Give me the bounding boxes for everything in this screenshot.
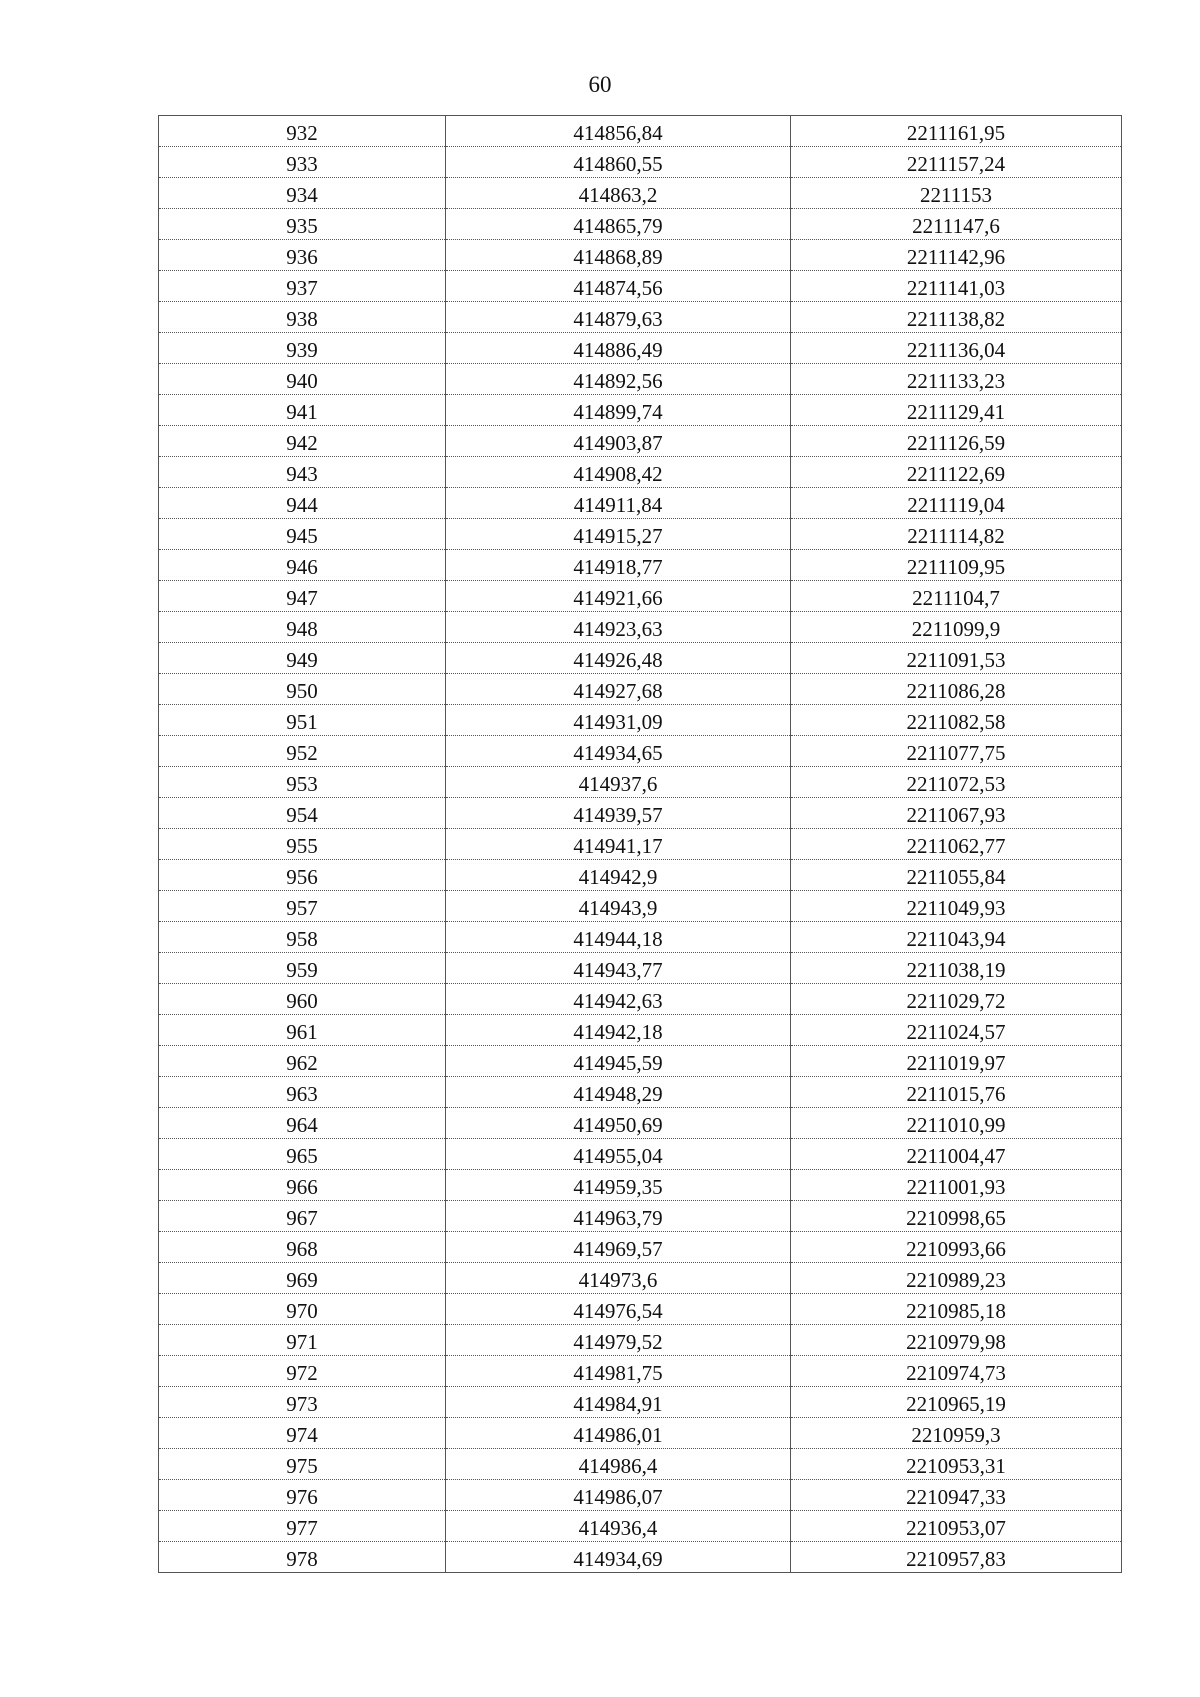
table-row bbox=[159, 209, 1122, 240]
point-number-cell: 952 bbox=[159, 736, 446, 767]
point-number-cell: 951 bbox=[159, 705, 446, 736]
x-coordinate-cell: 414865,79 bbox=[446, 209, 791, 240]
table-row bbox=[159, 395, 1122, 426]
point-number-cell: 953 bbox=[159, 767, 446, 798]
point-number-cell: 970 bbox=[159, 1294, 446, 1325]
table-row bbox=[159, 1201, 1122, 1232]
y-coordinate-cell: 2211109,95 bbox=[791, 550, 1122, 581]
x-coordinate-cell: 414860,55 bbox=[446, 147, 791, 178]
point-number-cell: 934 bbox=[159, 178, 446, 209]
point-number-cell: 962 bbox=[159, 1046, 446, 1077]
y-coordinate-cell: 2210979,98 bbox=[791, 1325, 1122, 1356]
point-number-cell: 949 bbox=[159, 643, 446, 674]
y-coordinate-cell: 2211142,96 bbox=[791, 240, 1122, 271]
y-coordinate-cell: 2211082,58 bbox=[791, 705, 1122, 736]
table-row bbox=[159, 798, 1122, 829]
point-number-cell: 933 bbox=[159, 147, 446, 178]
y-coordinate-cell: 2211086,28 bbox=[791, 674, 1122, 705]
table-row bbox=[159, 550, 1122, 581]
x-coordinate-cell: 414976,54 bbox=[446, 1294, 791, 1325]
y-coordinate-cell: 2211010,99 bbox=[791, 1108, 1122, 1139]
y-coordinate-cell: 2210959,3 bbox=[791, 1418, 1122, 1449]
x-coordinate-cell: 414934,65 bbox=[446, 736, 791, 767]
y-coordinate-cell: 2211055,84 bbox=[791, 860, 1122, 891]
y-coordinate-cell: 2210989,23 bbox=[791, 1263, 1122, 1294]
x-coordinate-cell: 414981,75 bbox=[446, 1356, 791, 1387]
point-number-cell: 955 bbox=[159, 829, 446, 860]
table-row bbox=[159, 736, 1122, 767]
x-coordinate-cell: 414931,09 bbox=[446, 705, 791, 736]
y-coordinate-cell: 2210957,83 bbox=[791, 1542, 1122, 1573]
point-number-cell: 958 bbox=[159, 922, 446, 953]
table-row bbox=[159, 1511, 1122, 1542]
x-coordinate-cell: 414915,27 bbox=[446, 519, 791, 550]
x-coordinate-cell: 414986,07 bbox=[446, 1480, 791, 1511]
table-row bbox=[159, 984, 1122, 1015]
point-number-cell: 940 bbox=[159, 364, 446, 395]
y-coordinate-cell: 2211072,53 bbox=[791, 767, 1122, 798]
y-coordinate-cell: 2211161,95 bbox=[791, 116, 1122, 147]
y-coordinate-cell: 2211104,7 bbox=[791, 581, 1122, 612]
table-row bbox=[159, 767, 1122, 798]
point-number-cell: 966 bbox=[159, 1170, 446, 1201]
point-number-cell: 976 bbox=[159, 1480, 446, 1511]
table-row bbox=[159, 1232, 1122, 1263]
point-number-cell: 977 bbox=[159, 1511, 446, 1542]
x-coordinate-cell: 414959,35 bbox=[446, 1170, 791, 1201]
y-coordinate-cell: 2211136,04 bbox=[791, 333, 1122, 364]
table-row bbox=[159, 1046, 1122, 1077]
y-coordinate-cell: 2211091,53 bbox=[791, 643, 1122, 674]
x-coordinate-cell: 414943,77 bbox=[446, 953, 791, 984]
table-row bbox=[159, 178, 1122, 209]
point-number-cell: 939 bbox=[159, 333, 446, 364]
x-coordinate-cell: 414973,6 bbox=[446, 1263, 791, 1294]
table-row bbox=[159, 829, 1122, 860]
point-number-cell: 967 bbox=[159, 1201, 446, 1232]
x-coordinate-cell: 414941,17 bbox=[446, 829, 791, 860]
point-number-cell: 936 bbox=[159, 240, 446, 271]
point-number-cell: 941 bbox=[159, 395, 446, 426]
x-coordinate-cell: 414879,63 bbox=[446, 302, 791, 333]
table-row bbox=[159, 1294, 1122, 1325]
x-coordinate-cell: 414911,84 bbox=[446, 488, 791, 519]
x-coordinate-cell: 414874,56 bbox=[446, 271, 791, 302]
table-row bbox=[159, 1542, 1122, 1573]
x-coordinate-cell: 414923,63 bbox=[446, 612, 791, 643]
table-row bbox=[159, 271, 1122, 302]
point-number-cell: 943 bbox=[159, 457, 446, 488]
table-row bbox=[159, 488, 1122, 519]
point-number-cell: 973 bbox=[159, 1387, 446, 1418]
table-row bbox=[159, 643, 1122, 674]
point-number-cell: 932 bbox=[159, 116, 446, 147]
y-coordinate-cell: 2211004,47 bbox=[791, 1139, 1122, 1170]
x-coordinate-cell: 414948,29 bbox=[446, 1077, 791, 1108]
table-body bbox=[159, 116, 1122, 1573]
table-row bbox=[159, 581, 1122, 612]
x-coordinate-cell: 414969,57 bbox=[446, 1232, 791, 1263]
point-number-cell: 974 bbox=[159, 1418, 446, 1449]
x-coordinate-cell: 414908,42 bbox=[446, 457, 791, 488]
x-coordinate-cell: 414921,66 bbox=[446, 581, 791, 612]
x-coordinate-cell: 414918,77 bbox=[446, 550, 791, 581]
y-coordinate-cell: 2211019,97 bbox=[791, 1046, 1122, 1077]
point-number-cell: 965 bbox=[159, 1139, 446, 1170]
y-coordinate-cell: 2211141,03 bbox=[791, 271, 1122, 302]
y-coordinate-cell: 2211029,72 bbox=[791, 984, 1122, 1015]
table-row bbox=[159, 333, 1122, 364]
table-row bbox=[159, 1015, 1122, 1046]
y-coordinate-cell: 2210953,07 bbox=[791, 1511, 1122, 1542]
x-coordinate-cell: 414963,79 bbox=[446, 1201, 791, 1232]
point-number-cell: 968 bbox=[159, 1232, 446, 1263]
x-coordinate-cell: 414950,69 bbox=[446, 1108, 791, 1139]
x-coordinate-cell: 414955,04 bbox=[446, 1139, 791, 1170]
x-coordinate-cell: 414984,91 bbox=[446, 1387, 791, 1418]
y-coordinate-cell: 2211133,23 bbox=[791, 364, 1122, 395]
y-coordinate-cell: 2211067,93 bbox=[791, 798, 1122, 829]
y-coordinate-cell: 2210953,31 bbox=[791, 1449, 1122, 1480]
table-row bbox=[159, 457, 1122, 488]
table-row bbox=[159, 519, 1122, 550]
table-row bbox=[159, 1108, 1122, 1139]
x-coordinate-cell: 414979,52 bbox=[446, 1325, 791, 1356]
x-coordinate-cell: 414936,4 bbox=[446, 1511, 791, 1542]
x-coordinate-cell: 414868,89 bbox=[446, 240, 791, 271]
point-number-cell: 960 bbox=[159, 984, 446, 1015]
point-number-cell: 935 bbox=[159, 209, 446, 240]
point-number-cell: 937 bbox=[159, 271, 446, 302]
table-row bbox=[159, 1449, 1122, 1480]
table-row bbox=[159, 674, 1122, 705]
x-coordinate-cell: 414926,48 bbox=[446, 643, 791, 674]
point-number-cell: 957 bbox=[159, 891, 446, 922]
page-number: 60 bbox=[588, 72, 612, 97]
table-row bbox=[159, 612, 1122, 643]
coordinates-table bbox=[158, 115, 1122, 1573]
table-row bbox=[159, 1325, 1122, 1356]
y-coordinate-cell: 2211147,6 bbox=[791, 209, 1122, 240]
y-coordinate-cell: 2211024,57 bbox=[791, 1015, 1122, 1046]
x-coordinate-cell: 414986,4 bbox=[446, 1449, 791, 1480]
point-number-cell: 950 bbox=[159, 674, 446, 705]
point-number-cell: 978 bbox=[159, 1542, 446, 1573]
point-number-cell: 944 bbox=[159, 488, 446, 519]
x-coordinate-cell: 414934,69 bbox=[446, 1542, 791, 1573]
x-coordinate-cell: 414937,6 bbox=[446, 767, 791, 798]
y-coordinate-cell: 2211062,77 bbox=[791, 829, 1122, 860]
table-row bbox=[159, 302, 1122, 333]
table-row bbox=[159, 922, 1122, 953]
x-coordinate-cell: 414942,63 bbox=[446, 984, 791, 1015]
point-number-cell: 959 bbox=[159, 953, 446, 984]
x-coordinate-cell: 414944,18 bbox=[446, 922, 791, 953]
table-row bbox=[159, 1387, 1122, 1418]
point-number-cell: 938 bbox=[159, 302, 446, 333]
y-coordinate-cell: 2211043,94 bbox=[791, 922, 1122, 953]
table-row bbox=[159, 1139, 1122, 1170]
y-coordinate-cell: 2210974,73 bbox=[791, 1356, 1122, 1387]
point-number-cell: 961 bbox=[159, 1015, 446, 1046]
x-coordinate-cell: 414939,57 bbox=[446, 798, 791, 829]
y-coordinate-cell: 2211001,93 bbox=[791, 1170, 1122, 1201]
x-coordinate-cell: 414942,9 bbox=[446, 860, 791, 891]
y-coordinate-cell: 2210985,18 bbox=[791, 1294, 1122, 1325]
y-coordinate-cell: 2211015,76 bbox=[791, 1077, 1122, 1108]
y-coordinate-cell: 2211157,24 bbox=[791, 147, 1122, 178]
y-coordinate-cell: 2210965,19 bbox=[791, 1387, 1122, 1418]
x-coordinate-cell: 414899,74 bbox=[446, 395, 791, 426]
x-coordinate-cell: 414945,59 bbox=[446, 1046, 791, 1077]
point-number-cell: 954 bbox=[159, 798, 446, 829]
y-coordinate-cell: 2210998,65 bbox=[791, 1201, 1122, 1232]
y-coordinate-cell: 2211038,19 bbox=[791, 953, 1122, 984]
y-coordinate-cell: 2211126,59 bbox=[791, 426, 1122, 457]
table-row bbox=[159, 1418, 1122, 1449]
table-row bbox=[159, 240, 1122, 271]
y-coordinate-cell: 2211049,93 bbox=[791, 891, 1122, 922]
x-coordinate-cell: 414856,84 bbox=[446, 116, 791, 147]
y-coordinate-cell: 2211099,9 bbox=[791, 612, 1122, 643]
table-row bbox=[159, 953, 1122, 984]
x-coordinate-cell: 414892,56 bbox=[446, 364, 791, 395]
point-number-cell: 942 bbox=[159, 426, 446, 457]
table-row bbox=[159, 364, 1122, 395]
y-coordinate-cell: 2211119,04 bbox=[791, 488, 1122, 519]
table-row bbox=[159, 860, 1122, 891]
x-coordinate-cell: 414942,18 bbox=[446, 1015, 791, 1046]
table-row bbox=[159, 147, 1122, 178]
x-coordinate-cell: 414863,2 bbox=[446, 178, 791, 209]
point-number-cell: 945 bbox=[159, 519, 446, 550]
point-number-cell: 956 bbox=[159, 860, 446, 891]
x-coordinate-cell: 414986,01 bbox=[446, 1418, 791, 1449]
x-coordinate-cell: 414927,68 bbox=[446, 674, 791, 705]
table-row bbox=[159, 891, 1122, 922]
point-number-cell: 972 bbox=[159, 1356, 446, 1387]
table-row bbox=[159, 1480, 1122, 1511]
x-coordinate-cell: 414886,49 bbox=[446, 333, 791, 364]
point-number-cell: 948 bbox=[159, 612, 446, 643]
y-coordinate-cell: 2211153 bbox=[791, 178, 1122, 209]
table-row bbox=[159, 1356, 1122, 1387]
point-number-cell: 963 bbox=[159, 1077, 446, 1108]
table-row bbox=[159, 1263, 1122, 1294]
point-number-cell: 947 bbox=[159, 581, 446, 612]
x-coordinate-cell: 414903,87 bbox=[446, 426, 791, 457]
table-row bbox=[159, 1170, 1122, 1201]
table-row bbox=[159, 426, 1122, 457]
table-row bbox=[159, 116, 1122, 147]
y-coordinate-cell: 2211129,41 bbox=[791, 395, 1122, 426]
y-coordinate-cell: 2211114,82 bbox=[791, 519, 1122, 550]
y-coordinate-cell: 2211122,69 bbox=[791, 457, 1122, 488]
point-number-cell: 964 bbox=[159, 1108, 446, 1139]
point-number-cell: 975 bbox=[159, 1449, 446, 1480]
point-number-cell: 969 bbox=[159, 1263, 446, 1294]
table-row bbox=[159, 705, 1122, 736]
y-coordinate-cell: 2210993,66 bbox=[791, 1232, 1122, 1263]
y-coordinate-cell: 2211077,75 bbox=[791, 736, 1122, 767]
point-number-cell: 946 bbox=[159, 550, 446, 581]
x-coordinate-cell: 414943,9 bbox=[446, 891, 791, 922]
point-number-cell: 971 bbox=[159, 1325, 446, 1356]
y-coordinate-cell: 2210947,33 bbox=[791, 1480, 1122, 1511]
y-coordinate-cell: 2211138,82 bbox=[791, 302, 1122, 333]
table-row bbox=[159, 1077, 1122, 1108]
